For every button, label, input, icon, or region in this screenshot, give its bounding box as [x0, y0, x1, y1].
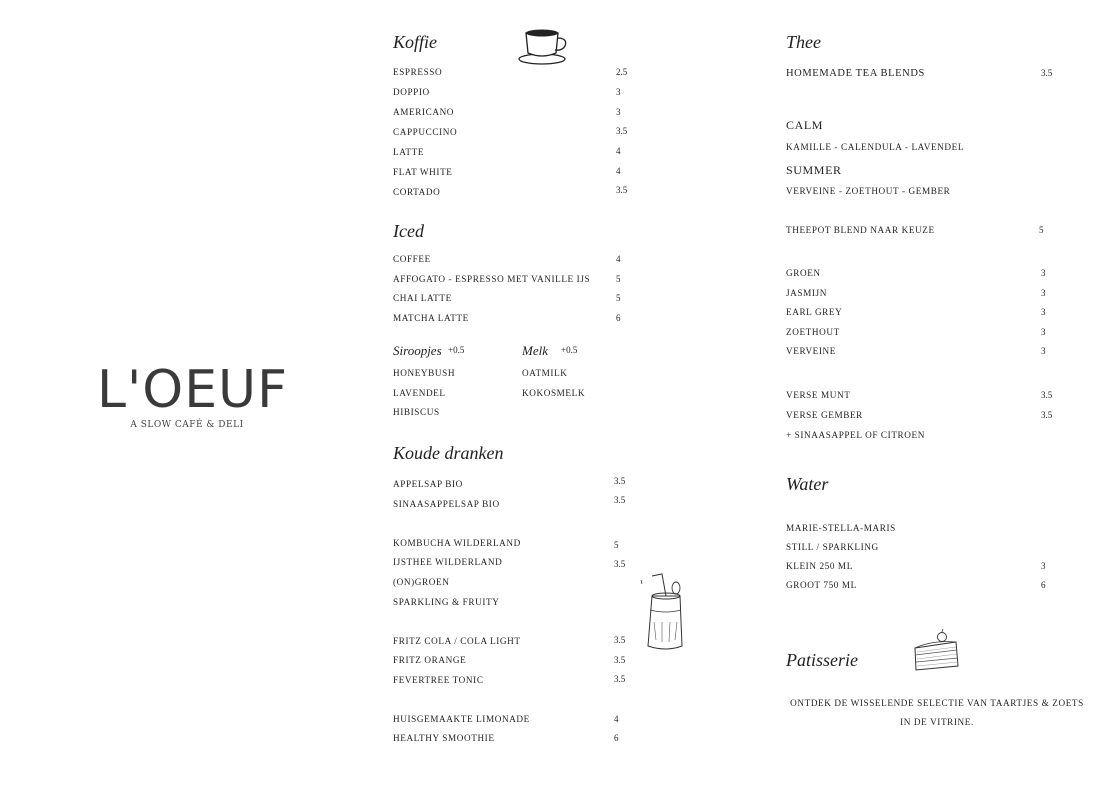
- koude-item: FRITZ ORANGE: [393, 655, 467, 665]
- koffie-item: ESPRESSO: [393, 67, 443, 77]
- patisserie-text-line2: IN DE VITRINE.: [900, 717, 974, 727]
- koude-item: FRITZ COLA / COLA LIGHT: [393, 636, 521, 646]
- patisserie-title: Patisserie: [786, 650, 858, 670]
- thee-price: 3: [1041, 346, 1046, 356]
- koffie-title: Koffie: [393, 32, 437, 52]
- koude-item: SINAASAPPELSAP BIO: [393, 499, 500, 509]
- iced-price: 6: [616, 313, 621, 323]
- water-type: STILL / SPARKLING: [786, 542, 879, 552]
- koude-price: 4: [614, 714, 619, 724]
- thee-item: GROEN: [786, 268, 821, 278]
- koffie-price: 3: [616, 107, 621, 117]
- theepot-label: THEEPOT BLEND NAAR KEUZE: [786, 225, 935, 235]
- koffie-item: FLAT WHITE: [393, 167, 453, 177]
- koude-item: FEVERTREE TONIC: [393, 675, 484, 685]
- thee-title: Thee: [786, 32, 821, 52]
- thee-price: 3: [1041, 288, 1046, 298]
- koude-item: KOMBUCHA WILDERLAND: [393, 538, 521, 548]
- calm-title: CALM: [786, 118, 824, 132]
- melk-item: OATMILK: [522, 368, 568, 378]
- coffee-cup-icon: [518, 28, 570, 66]
- thee-price: 3: [1041, 307, 1046, 317]
- koude-item: HEALTHY SMOOTHIE: [393, 733, 495, 743]
- thee-item: VERVEINE: [786, 346, 836, 356]
- siroopjes-title: Siroopjes: [393, 343, 442, 358]
- iced-price: 5: [616, 274, 621, 284]
- iced-drink-icon: [640, 572, 688, 650]
- thee-price: 3: [1041, 268, 1046, 278]
- koude-price: 3.5: [614, 674, 626, 684]
- koffie-price: 4: [616, 146, 621, 156]
- brand-name: L'OEUF: [97, 360, 289, 420]
- koude-price: 3.5: [614, 476, 626, 486]
- koffie-price: 2.5: [616, 67, 628, 77]
- summer-title: SUMMER: [786, 163, 842, 177]
- koude-price: 5: [614, 540, 619, 550]
- water-item: GROOT 750 ML: [786, 580, 857, 590]
- homemade-label: HOMEMADE TEA BLENDS: [786, 68, 925, 79]
- koffie-item: CAPPUCCINO: [393, 127, 458, 137]
- brand-logo: [97, 360, 289, 430]
- thee-item: EARL GREY: [786, 307, 843, 317]
- siroopjes-price: +0.5: [448, 345, 465, 355]
- thee-item: JASMIJN: [786, 288, 827, 298]
- koude-item: APPELSAP BIO: [393, 479, 463, 489]
- iced-item: AFFOGATO - ESPRESSO MET VANILLE IJS: [393, 274, 591, 284]
- theepot-price: 5: [1039, 225, 1044, 235]
- koffie-item: AMERICANO: [393, 107, 455, 117]
- cake-slice-icon: [912, 628, 962, 672]
- koffie-item: DOPPIO: [393, 87, 430, 97]
- water-title: Water: [786, 474, 829, 494]
- iced-price: 5: [616, 293, 621, 303]
- calm-desc: KAMILLE - CALENDULA - LAVENDEL: [786, 142, 965, 152]
- siroop-item: LAVENDEL: [393, 388, 446, 398]
- thee-price: 3: [1041, 327, 1046, 337]
- koude-item: HUISGEMAAKTE LIMONADE: [393, 714, 530, 724]
- koude-item: SPARKLING & FRUITY: [393, 597, 500, 607]
- iced-item: CHAI LATTE: [393, 293, 452, 303]
- iced-item: COFFEE: [393, 254, 431, 264]
- water-item: KLEIN 250 ML: [786, 561, 853, 571]
- iced-price: 4: [616, 254, 621, 264]
- fresh-note: + SINAASAPPEL OF CITROEN: [786, 430, 925, 440]
- koffie-price: 3.5: [616, 185, 628, 195]
- koude-title: Koude dranken: [393, 443, 504, 463]
- koffie-item: LATTE: [393, 147, 425, 157]
- fresh-price: 3.5: [1041, 410, 1053, 420]
- water-price: 3: [1041, 561, 1046, 571]
- melk-title: Melk: [522, 343, 548, 358]
- iced-title: Iced: [393, 221, 424, 241]
- water-brand: MARIE-STELLA-MARIS: [786, 523, 896, 533]
- water-price: 6: [1041, 580, 1046, 590]
- koude-item: IJSTHEE WILDERLAND: [393, 557, 503, 567]
- melk-price: +0.5: [561, 345, 578, 355]
- koffie-item: CORTADO: [393, 187, 441, 197]
- summer-desc: VERVEINE - ZOETHOUT - GEMBER: [786, 186, 951, 196]
- thee-item: ZOETHOUT: [786, 327, 840, 337]
- siroop-item: HIBISCUS: [393, 407, 440, 417]
- brand-tagline: A SLOW CAFÉ & DELI: [130, 420, 244, 430]
- melk-item: KOKOSMELK: [522, 388, 586, 398]
- koude-price: 3.5: [614, 635, 626, 645]
- fresh-item: VERSE MUNT: [786, 390, 851, 400]
- koude-price: 6: [614, 733, 619, 743]
- koffie-price: 3.5: [616, 126, 628, 136]
- siroop-item: HONEYBUSH: [393, 368, 456, 378]
- koude-item: (ON)GROEN: [393, 577, 450, 587]
- koffie-price: 3: [616, 87, 621, 97]
- koude-price: 3.5: [614, 559, 626, 569]
- iced-item: MATCHA LATTE: [393, 313, 469, 323]
- koude-price: 3.5: [614, 495, 626, 505]
- fresh-item: VERSE GEMBER: [786, 410, 863, 420]
- koffie-price: 4: [616, 166, 621, 176]
- patisserie-text-line1: ONTDEK DE WISSELENDE SELECTIE VAN TAARTJES & ZOETS: [790, 698, 1084, 708]
- homemade-price: 3.5: [1041, 68, 1053, 78]
- fresh-price: 3.5: [1041, 390, 1053, 400]
- koude-price: 3.5: [614, 655, 626, 665]
